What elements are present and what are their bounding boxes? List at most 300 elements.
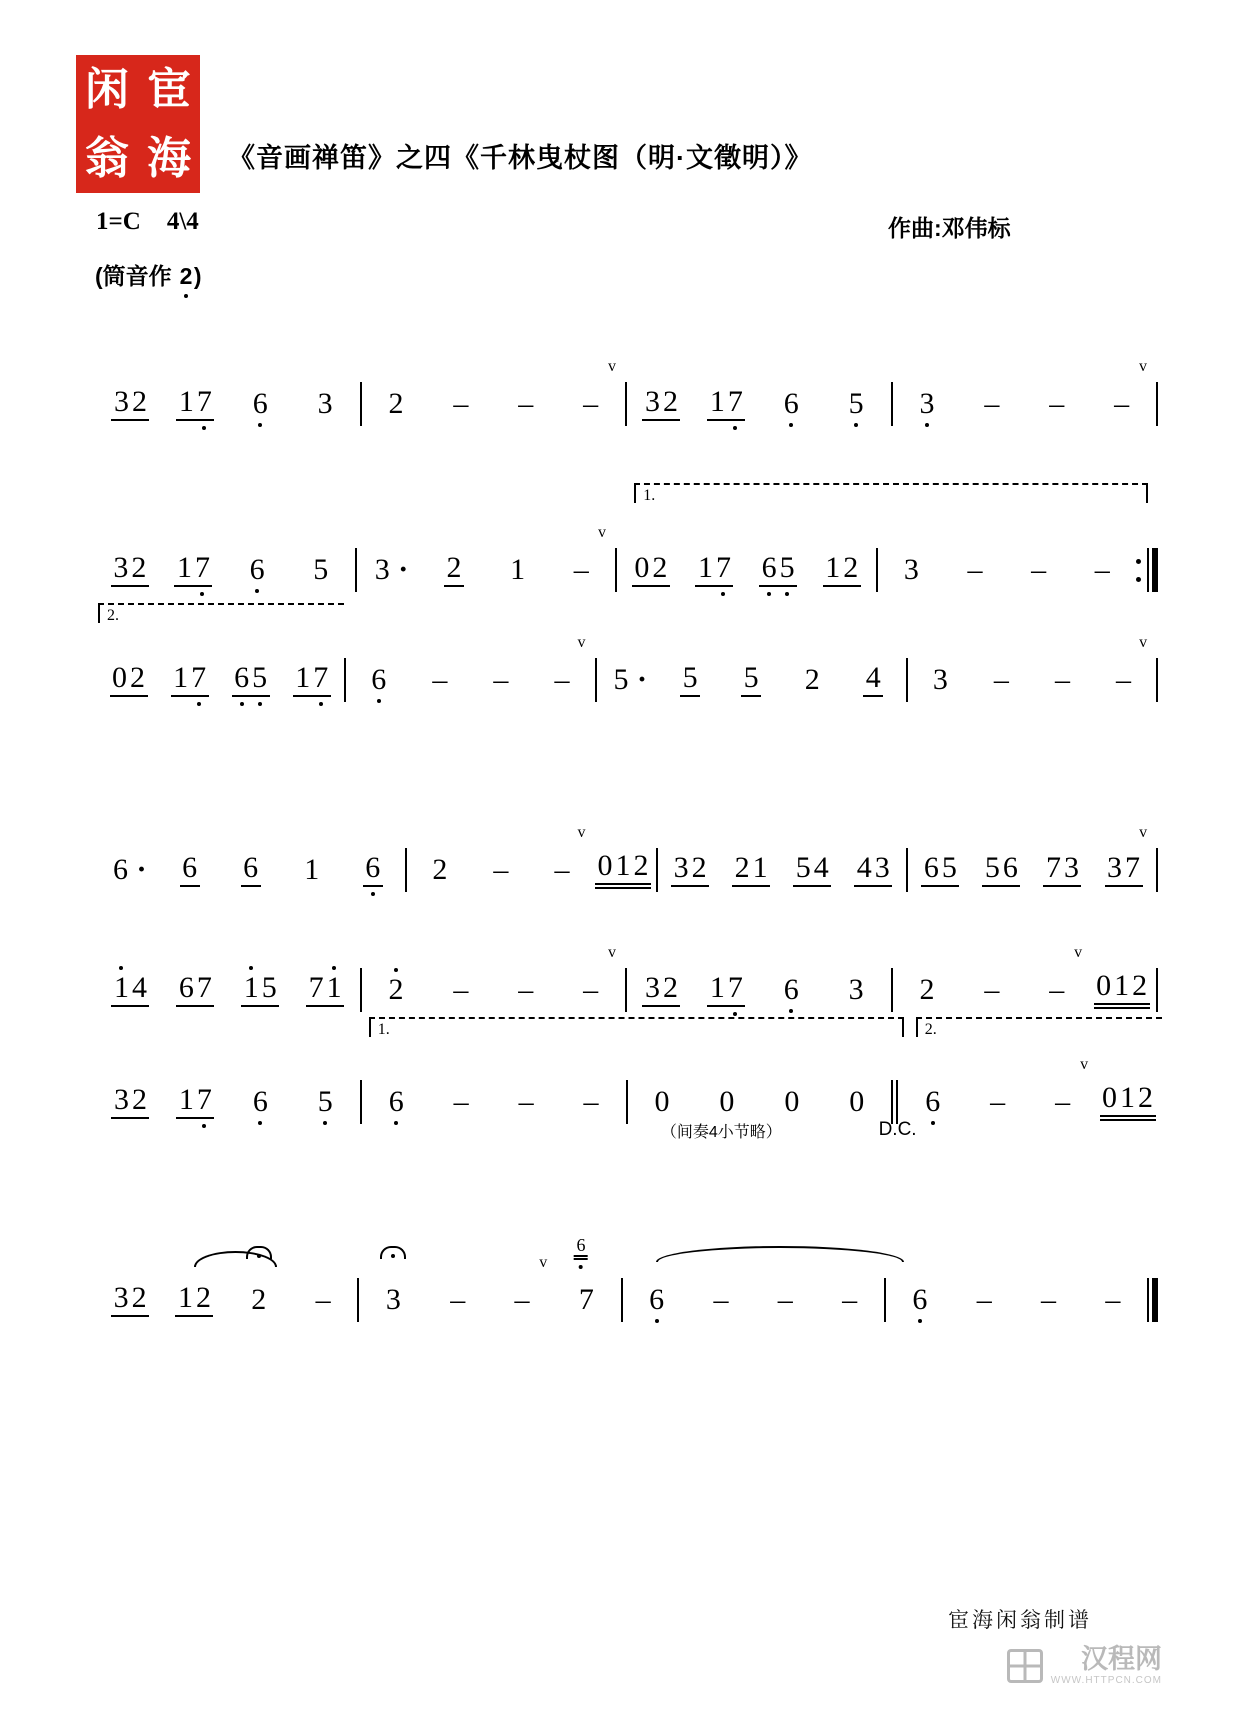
note-digit: – (1116, 663, 1132, 696)
note-group (671, 853, 709, 887)
note-group (1094, 971, 1150, 1009)
note-body (516, 389, 536, 419)
measure-row (98, 524, 1160, 595)
note-digit: 2 (734, 851, 750, 884)
note (98, 845, 159, 895)
note (220, 845, 281, 895)
composer-credit: 作曲:邓伟标 (888, 215, 1011, 241)
note (291, 1275, 355, 1325)
note-group (574, 1236, 588, 1260)
barline-thin (405, 848, 407, 892)
note-body (552, 665, 572, 695)
barline-thin (884, 1278, 886, 1322)
note (746, 545, 810, 595)
note-body (111, 387, 149, 421)
note-body (302, 855, 322, 885)
note-body (1105, 853, 1143, 887)
note-body (717, 1087, 737, 1117)
barline-thin (656, 848, 658, 892)
note-group (917, 389, 937, 419)
note (409, 655, 470, 705)
barline (1154, 382, 1160, 426)
note-group (111, 1085, 149, 1119)
note-digit: 3 (374, 553, 390, 586)
note-group (383, 1285, 403, 1315)
note (470, 655, 531, 705)
note (549, 524, 613, 595)
volta-bracket (369, 1017, 904, 1037)
note (531, 634, 592, 705)
note-body (793, 853, 831, 887)
note-body (247, 555, 267, 585)
note-body (111, 1085, 149, 1119)
note-group (711, 1285, 731, 1315)
note-group (991, 665, 1011, 695)
note-body (910, 1285, 930, 1315)
note-body (652, 1087, 672, 1117)
note-digit: 6 (923, 851, 939, 884)
octave-dot-low (785, 592, 789, 596)
volta-bracket (98, 603, 344, 623)
note-digit: 5 (778, 553, 796, 583)
note-digit: 2 (131, 385, 147, 418)
score-system (98, 1235, 1160, 1325)
note (619, 545, 683, 595)
note-body (782, 1087, 802, 1117)
note-digit: 1 (178, 385, 194, 418)
note-digit: 6 (924, 1087, 942, 1117)
octave-dot-high (249, 966, 253, 970)
note-group (110, 663, 148, 697)
note (227, 1275, 291, 1325)
note-body (680, 663, 700, 697)
note-body (611, 665, 631, 695)
barline-thin (357, 1278, 359, 1322)
note (759, 1077, 824, 1127)
note-group (386, 389, 406, 419)
note-digit: – (713, 1283, 729, 1316)
note-group (1053, 1087, 1073, 1117)
note-group (775, 1285, 795, 1315)
barline-thin (360, 382, 362, 426)
note-digit: 5 (682, 661, 698, 694)
note-digit: 2 (633, 849, 649, 882)
note (293, 965, 358, 1015)
note (220, 655, 281, 705)
note-digit: 3 (113, 1083, 129, 1116)
note-digit: 0 (634, 551, 650, 584)
note (470, 845, 531, 895)
fermata-icon (246, 1246, 272, 1259)
note-body (647, 1285, 667, 1315)
note-digit: 5 (743, 661, 759, 694)
note-body (448, 1285, 468, 1315)
note (1032, 655, 1093, 705)
note-digit: – (990, 1085, 1006, 1118)
note-digit: – (493, 663, 509, 696)
octave-dot-low (202, 426, 206, 430)
note-digit: – (976, 1283, 992, 1316)
note-body (1047, 389, 1067, 419)
tie-slur (656, 1246, 904, 1262)
barline-thin (595, 658, 597, 702)
note-body (581, 1087, 601, 1117)
note-group (448, 1285, 468, 1315)
note (493, 379, 558, 429)
note (98, 379, 163, 429)
note-group (982, 389, 1002, 419)
octave-dot-high (394, 968, 398, 972)
note-body (982, 389, 1002, 419)
note-digit: 6 (782, 389, 800, 419)
note-group (175, 1283, 213, 1317)
note-digit: 0 (849, 1085, 865, 1118)
note (721, 845, 782, 895)
note-digit: 2 (195, 1281, 211, 1314)
measure-row (98, 824, 1160, 895)
octave-dot-low (240, 702, 244, 706)
note-body (306, 973, 344, 1007)
note-digit: 2 (662, 971, 678, 1004)
note (98, 545, 162, 595)
note-digit: 1 (825, 551, 841, 584)
note (426, 1275, 490, 1325)
barline-thin (1156, 968, 1158, 1012)
note-body (451, 389, 471, 419)
note-group (921, 853, 959, 887)
note (490, 1254, 554, 1325)
note-group (444, 553, 464, 587)
note-body (491, 855, 511, 885)
note (660, 655, 721, 705)
note-digit: – (1054, 663, 1070, 696)
note (599, 655, 660, 705)
watermark-site-name: 汉程网 (1081, 1644, 1162, 1674)
note-body (982, 853, 1020, 887)
note-digit: 1 (1120, 1081, 1136, 1114)
barline-thin (1156, 848, 1158, 892)
breath-mark-icon: v (539, 1254, 548, 1271)
note-group (516, 975, 536, 1005)
octave-dot-low (789, 1009, 793, 1013)
note-group (250, 1087, 270, 1117)
note (895, 379, 960, 429)
note-body (180, 853, 200, 887)
note-digit: 2 (446, 551, 462, 584)
note-body (369, 665, 389, 695)
note (694, 379, 759, 429)
note-digit: – (1105, 1283, 1121, 1316)
note-body (732, 853, 770, 887)
note-group (1047, 975, 1067, 1005)
note-body (174, 553, 212, 587)
note-digit: – (984, 973, 1000, 1006)
note-digit: – (583, 1085, 599, 1118)
measure-row (98, 944, 1160, 1015)
note-digit: 0 (1096, 969, 1112, 1002)
note (1081, 1275, 1145, 1325)
augmentation-dot: · (637, 663, 648, 696)
red-seal-stamp (76, 55, 200, 193)
note (1024, 379, 1089, 429)
note-group (311, 555, 331, 585)
note-digit: 2 (432, 853, 448, 886)
note-body (901, 555, 921, 585)
note-group (491, 855, 511, 885)
note (721, 655, 782, 705)
note-body (1100, 1083, 1156, 1121)
note-digit: 5 (261, 971, 277, 1004)
note-group (552, 855, 572, 885)
tube-note-prefix: (筒音作 (95, 263, 179, 289)
score-system (98, 607, 1160, 705)
barline-thin (1147, 548, 1149, 592)
note-group (232, 663, 270, 697)
octave-dot-low (925, 423, 929, 427)
note-digit: 1 (1114, 969, 1130, 1002)
note-group (863, 663, 883, 697)
note-body (111, 973, 149, 1007)
measure-row (98, 1056, 1160, 1127)
note-body (840, 1285, 860, 1315)
score-label: （间奏4小节略） (660, 1124, 782, 1141)
note (625, 1275, 689, 1325)
note-group (1114, 665, 1134, 695)
barline-thin (906, 848, 908, 892)
note-body (372, 555, 392, 585)
note-digit: 2 (388, 387, 404, 420)
octave-dot-high (119, 966, 123, 970)
note-digit: 5 (613, 663, 629, 696)
note-digit: 2 (1132, 969, 1148, 1002)
note-body (1092, 555, 1112, 585)
note-body (917, 389, 937, 419)
note-group (707, 387, 745, 421)
note-group (823, 553, 861, 587)
note-digit: 7 (195, 387, 213, 417)
breath-mark-icon: v (1139, 358, 1147, 375)
seal-char: 宦 (147, 64, 191, 114)
note-group (759, 553, 797, 587)
note-digit: – (583, 387, 599, 420)
note-digit: 3 (874, 851, 890, 884)
note-body (250, 1087, 270, 1117)
note-body (383, 1285, 403, 1315)
note-group (974, 1285, 994, 1315)
note-group (1039, 1285, 1059, 1315)
octave-dot-low (721, 592, 725, 596)
note-body (516, 975, 536, 1005)
note-group (846, 975, 866, 1005)
barline-thick (1152, 1278, 1158, 1322)
barline-thin (355, 548, 357, 592)
note-group (430, 855, 450, 885)
note-group (901, 555, 921, 585)
note-digit: 7 (578, 1283, 594, 1316)
note (910, 655, 971, 705)
barline-thin (1156, 658, 1158, 702)
note-digit: 3 (1063, 851, 1079, 884)
note (494, 1077, 559, 1127)
note-digit: – (573, 553, 589, 586)
note-body (315, 389, 335, 419)
note-group (508, 555, 528, 585)
breath-mark-icon: v (1139, 634, 1148, 651)
note-digit: 2 (130, 661, 146, 694)
note-digit: 7 (190, 663, 208, 693)
note (782, 845, 843, 895)
note (364, 965, 429, 1015)
note-body (250, 389, 270, 419)
note (952, 1275, 1016, 1325)
note-body (982, 975, 1002, 1005)
note-group (111, 387, 149, 421)
note (943, 545, 1007, 595)
octave-dot-low (258, 423, 262, 427)
note-digit: 7 (193, 553, 211, 583)
note-digit: 6 (575, 1236, 587, 1254)
note-group (302, 855, 322, 885)
note-digit: 3 (644, 971, 660, 1004)
note-digit: 1 (242, 973, 260, 1003)
note-group (250, 389, 270, 419)
note-digit: 5 (984, 851, 1000, 884)
note-digit: 3 (932, 663, 948, 696)
note-group (1047, 389, 1067, 419)
note-body (854, 853, 892, 887)
note-body (1053, 1087, 1073, 1117)
note-digit: 1 (325, 973, 343, 1003)
note-body (241, 853, 261, 887)
note (629, 965, 694, 1015)
note-group (512, 1285, 532, 1315)
note-group (680, 663, 700, 697)
note (342, 845, 403, 895)
note-digit: 3 (385, 1283, 401, 1316)
volta-label: 2. (924, 1021, 937, 1038)
note-digit: 7 (726, 387, 744, 417)
note-group (846, 389, 866, 419)
note (910, 845, 971, 895)
note-digit: 1 (752, 851, 768, 884)
note-body (823, 553, 861, 587)
note-group (581, 1087, 601, 1117)
note (1089, 965, 1154, 1015)
barline-thick (1152, 548, 1158, 592)
note-digit: 5 (251, 663, 269, 693)
measure-row (98, 358, 1160, 429)
note-body (311, 555, 331, 585)
note-group (247, 555, 267, 585)
note-body (176, 1085, 214, 1119)
note-group (451, 389, 471, 419)
note-body (581, 389, 601, 419)
note-group (782, 1087, 802, 1117)
note (428, 379, 493, 429)
note-digit: 1 (176, 551, 192, 584)
note-digit: 3 (113, 1281, 129, 1314)
note-body (386, 1087, 406, 1117)
note-digit: 7 (308, 971, 324, 1004)
note-digit: – (450, 1283, 466, 1316)
note-digit: – (453, 1085, 469, 1118)
note-body (451, 1087, 471, 1117)
note-group (1103, 1285, 1123, 1315)
note-body (1103, 1285, 1123, 1315)
note (558, 358, 623, 429)
barline-thin (626, 1080, 628, 1124)
breath-mark-icon: v (1139, 824, 1148, 841)
transcriber-credit: 宦海闲翁制谱 (948, 1609, 1092, 1632)
note (428, 965, 493, 1015)
volta-label: 1. (643, 487, 656, 504)
note-digit: – (1031, 553, 1047, 586)
note-body (917, 975, 937, 1005)
note-digit: 6 (178, 971, 194, 1004)
note-digit: 3 (113, 385, 129, 418)
breath-mark-icon: v (1074, 944, 1083, 961)
measure-row (98, 634, 1160, 705)
note-digit: – (842, 1283, 858, 1316)
barline (1154, 848, 1160, 892)
note-group (1112, 389, 1132, 419)
breath-mark-icon: v (577, 634, 586, 651)
note (98, 965, 163, 1015)
note-digit: 3 (113, 551, 129, 584)
note-group (491, 665, 511, 695)
octave-dot-low (733, 426, 737, 430)
octave-dot-low (789, 423, 793, 427)
note-group (923, 1087, 943, 1117)
note-group (576, 1285, 596, 1315)
note-body (923, 1087, 943, 1117)
note-group (910, 1285, 930, 1315)
note-body (386, 389, 406, 419)
note-digit: 2 (804, 663, 820, 696)
note-digit: – (315, 1283, 331, 1316)
note-digit: 7 (1045, 851, 1061, 884)
note-digit: 6 (113, 853, 129, 886)
note-digit: 3 (903, 553, 919, 586)
note-body (759, 553, 797, 587)
grace-note (574, 1235, 588, 1260)
note-body (111, 855, 131, 885)
note-group (386, 975, 406, 1005)
score-system (98, 944, 1160, 1015)
note-group (1092, 555, 1112, 585)
note (361, 1275, 425, 1325)
octave-dot-low (323, 1121, 327, 1125)
note-digit: 1 (112, 973, 130, 1003)
volta-label: 2. (107, 607, 119, 624)
note (162, 545, 226, 595)
note (559, 1077, 624, 1127)
piece-title: 《音画禅笛》之四《千林曳杖图（明·文徵明）》 (228, 143, 813, 173)
note-group (363, 853, 383, 887)
seal-char: 闲 (85, 64, 129, 114)
note-digit: 2 (251, 1283, 267, 1316)
note-digit: 1 (697, 551, 713, 584)
note (900, 1077, 965, 1127)
note (782, 655, 843, 705)
barline-thin (1156, 382, 1158, 426)
note-body (171, 663, 209, 697)
note-group (241, 973, 279, 1007)
note-digit: 5 (795, 851, 811, 884)
barline-thin (876, 548, 878, 592)
note-body (176, 387, 214, 421)
hancheng-logo-icon (1007, 1649, 1043, 1683)
